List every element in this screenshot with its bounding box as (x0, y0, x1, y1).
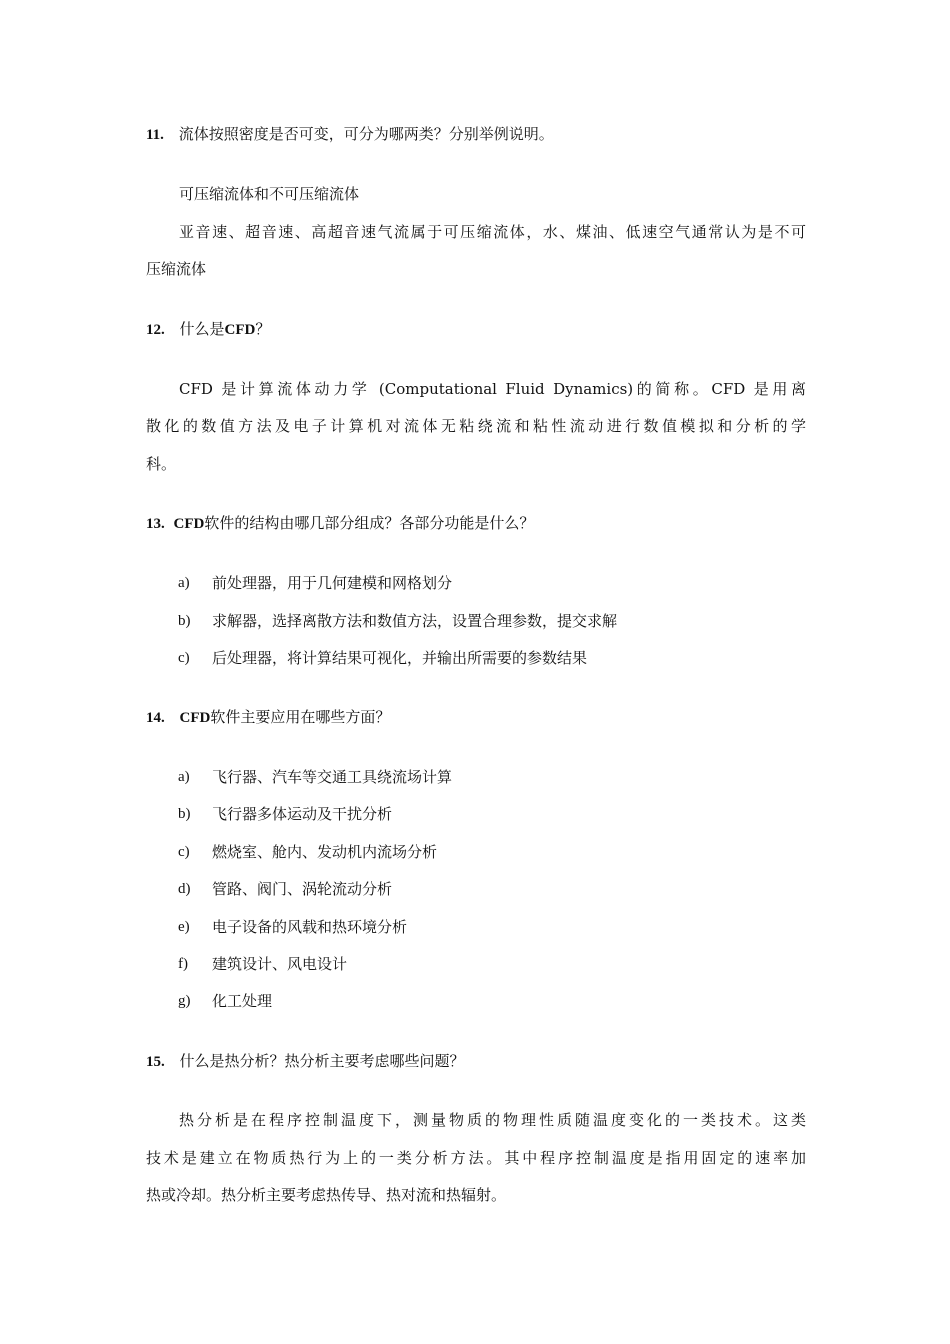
answer-12-line-2: 散化的数值方法及电子计算机对流体无粘绕流和粘性流动进行数值模拟和分析的学 (146, 417, 806, 435)
list-item (0, 991, 950, 1011)
question-number: 15. (146, 1054, 165, 1070)
question-text: 什么是热分析？热分析主要考虑哪些问题？ (179, 1052, 465, 1070)
list-marker: g) (178, 993, 191, 1009)
list-item-text: 飞行器、汽车等交通工具绕流场计算 (212, 768, 453, 786)
question-14 (146, 707, 390, 728)
question-text: 软件主要应用在哪些方面？ (210, 708, 391, 726)
list-item-text: 求解器，选择离散方法和数值方法，设置合理参数，提交求解 (212, 612, 618, 630)
list-marker: c) (178, 844, 190, 860)
question-number: 11. (146, 127, 164, 143)
list-item-text: 燃烧室、舱内、发动机内流场分析 (212, 843, 438, 861)
list-item (0, 611, 950, 631)
answer-11-line-2: 亚音速、超音速、高超音速气流属于可压缩流体，水、煤油、低速空气通常认为是不可 (179, 223, 806, 241)
list-marker: b) (178, 806, 191, 822)
list-item (0, 954, 950, 974)
question-text-prefix: 什么是 (179, 320, 225, 338)
question-15 (146, 1051, 465, 1072)
answer-12-line-3: 科。 (146, 455, 177, 473)
list-marker: a) (178, 769, 190, 785)
list-item (0, 573, 950, 593)
question-text: 流体按照密度是否可变，可分为哪两类？分别举例说明。 (178, 125, 554, 143)
question-text-suffix: ？ (255, 320, 271, 338)
list-marker: f) (178, 956, 188, 972)
question-text-bold: CFD (173, 516, 205, 532)
list-item-text: 后处理器，将计算结果可视化，并输出所需要的参数结果 (212, 649, 588, 667)
list-marker: e) (178, 919, 190, 935)
answer-11-line-3: 压缩流体 (146, 260, 207, 278)
list-item (0, 917, 950, 937)
list-item-text: 前处理器，用于几何建模和网格划分 (212, 574, 453, 592)
list-marker: a) (178, 575, 190, 591)
list-marker: c) (178, 650, 190, 666)
question-text-bold: CFD (179, 710, 211, 726)
answer-15-line-3: 热或冷却。热分析主要考虑热传导、热对流和热辐射。 (146, 1186, 507, 1204)
list-marker: d) (178, 881, 191, 897)
question-13 (146, 513, 534, 534)
answer-15-line-1: 热分析是在程序控制温度下，测量物质的物理性质随温度变化的一类技术。这类 (179, 1111, 806, 1129)
list-item-text: 电子设备的风载和热环境分析 (212, 918, 408, 936)
list-item-text: 建筑设计、风电设计 (212, 955, 348, 973)
question-12 (146, 319, 270, 340)
question-text: 软件的结构由哪几部分组成？各部分功能是什么？ (204, 514, 535, 532)
list-item (0, 804, 950, 824)
answer-15-line-2: 技术是建立在物质热行为上的一类分析方法。其中程序控制温度是指用固定的速率加 (146, 1149, 806, 1167)
list-item-text: 化工处理 (212, 992, 273, 1010)
list-item-text: 飞行器多体运动及干扰分析 (212, 805, 393, 823)
list-item-text: 管路、阀门、涡轮流动分析 (212, 880, 393, 898)
question-number: 13. (146, 516, 165, 532)
list-item (0, 648, 950, 668)
question-number: 14. (146, 710, 165, 726)
question-number: 12. (146, 322, 165, 338)
list-marker: b) (178, 613, 191, 629)
answer-11-line-1: 可压缩流体和不可压缩流体 (179, 185, 360, 203)
question-11 (146, 124, 554, 145)
list-item (0, 842, 950, 862)
list-item (0, 879, 950, 899)
question-text-bold: CFD (224, 322, 256, 338)
answer-12-line-1: CFD 是计算流体动力学 (Computational Fluid Dynamics)的简称。CFD 是用离 (179, 380, 806, 398)
list-item (0, 767, 950, 787)
